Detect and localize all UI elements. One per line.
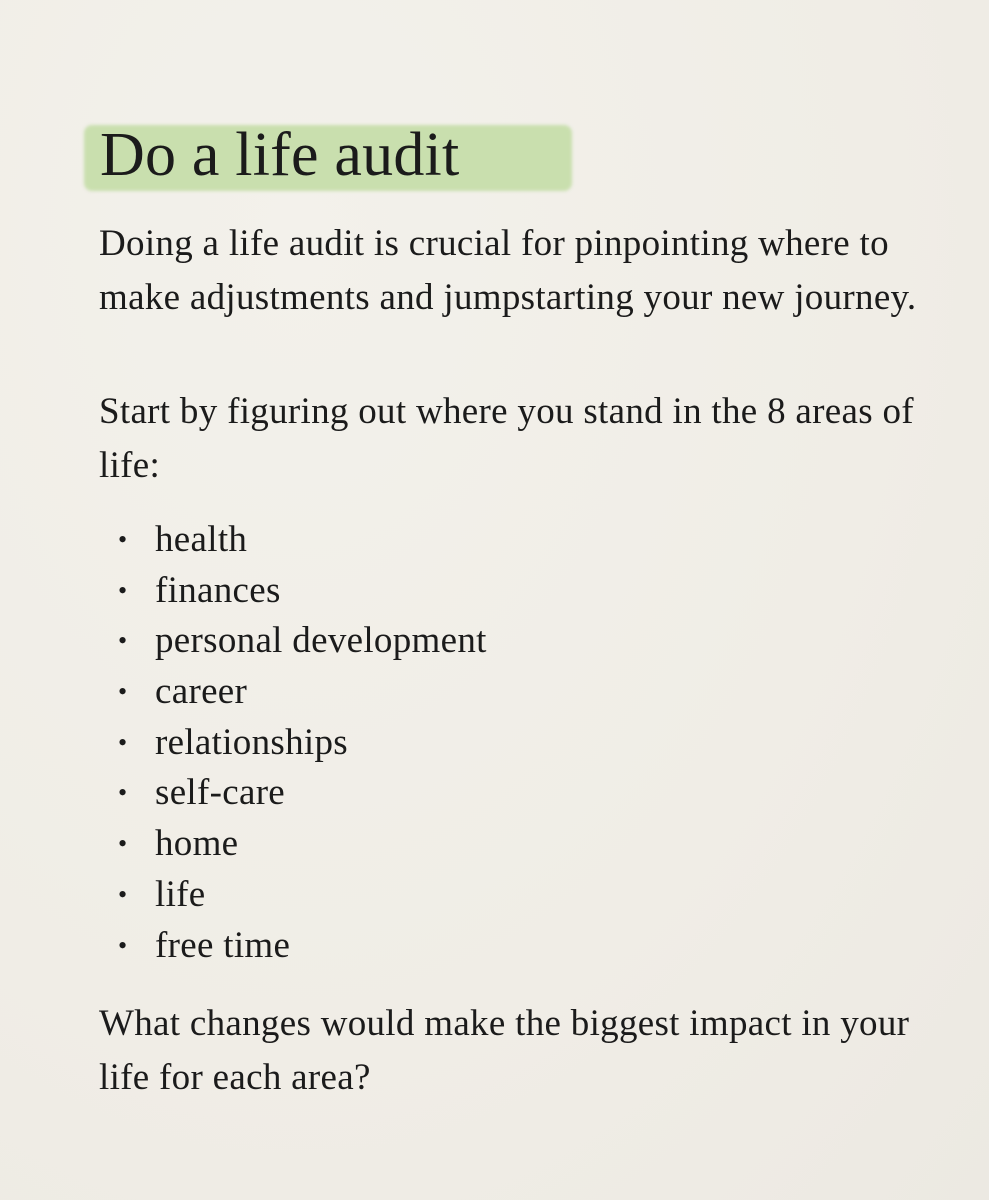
bullet-icon: • (118, 677, 128, 707)
lead-in-paragraph: Start by figuring out where you stand in the 8 areas of life: (99, 391, 914, 486)
title-block (84, 121, 572, 191)
area-label: personal development (155, 620, 487, 662)
area-label: career (155, 671, 248, 713)
area-label: relationships (155, 721, 348, 763)
area-label: free time (155, 924, 291, 966)
bullet-icon: • (118, 626, 128, 656)
bullet-icon: • (118, 829, 128, 859)
page-title: Do a life audit (100, 121, 460, 189)
area-label: finances (155, 569, 281, 611)
bullet-icon: • (118, 525, 128, 554)
intro-paragraph: Doing a life audit is crucial for pinpointing where to make adjustments and jumpstarting your new journey. (99, 223, 917, 318)
bullet-icon: • (118, 879, 128, 909)
bullet-icon: • (118, 778, 128, 808)
area-label: self-care (155, 772, 286, 814)
area-label: health (155, 519, 248, 560)
closing-question: What changes would make the biggest impact in your life for each area? (99, 1003, 910, 1098)
bullet-icon: • (118, 930, 128, 960)
area-label: life (155, 873, 206, 915)
bullet-icon: • (118, 575, 128, 605)
area-label: home (155, 823, 239, 865)
bullet-icon: • (118, 727, 128, 757)
